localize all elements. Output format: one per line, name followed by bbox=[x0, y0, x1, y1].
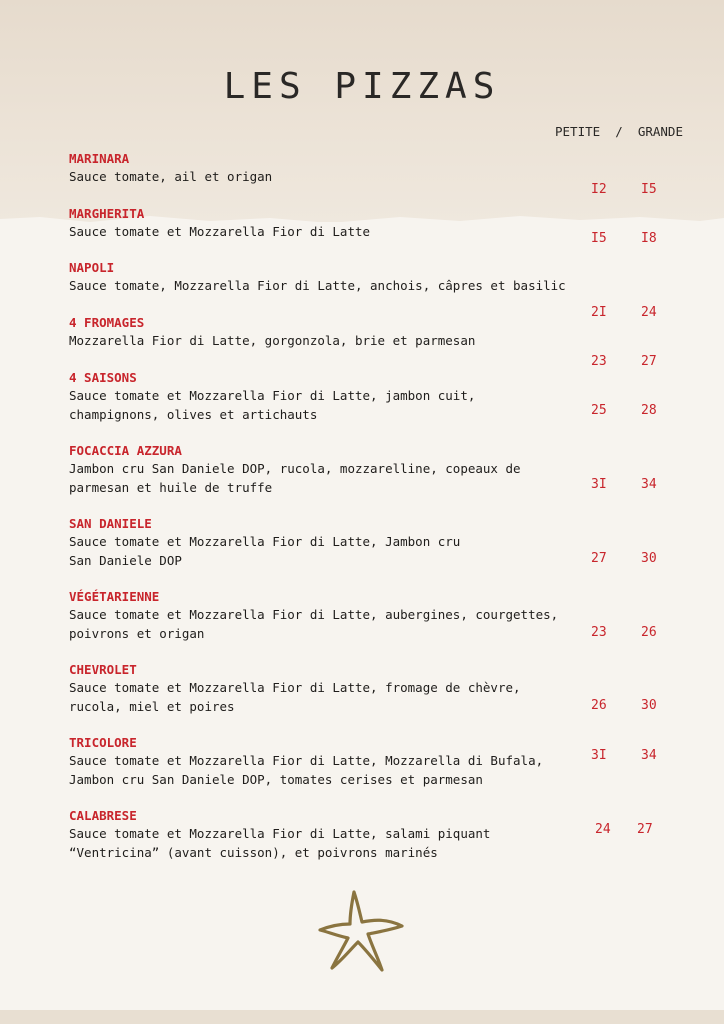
item-name: TRICOLORE bbox=[69, 735, 137, 750]
price-grande: 26 bbox=[641, 625, 657, 640]
star-logo-icon bbox=[318, 888, 406, 974]
price-petite: 23 bbox=[591, 625, 607, 640]
price-petite: 26 bbox=[591, 698, 607, 713]
item-description: Sauce tomate et Mozzarella Fior di Latte, Jambon cru bbox=[69, 534, 461, 549]
price-grande: 34 bbox=[641, 748, 657, 763]
item-name: FOCACCIA AZZURA bbox=[69, 443, 182, 458]
item-description: Sauce tomate, Mozzarella Fior di Latte, anchois, câpres et basilic bbox=[69, 278, 566, 293]
menu-item-chevrolet bbox=[69, 661, 521, 716]
item-name: NAPOLI bbox=[69, 260, 115, 275]
item-description: Sauce tomate et Mozzarella Fior di Latte, jambon cuit, bbox=[69, 388, 476, 403]
price-petite: 23 bbox=[591, 354, 607, 369]
item-description: champignons, olives et artichauts bbox=[69, 406, 318, 422]
menu-item-focaccia-azzura bbox=[69, 442, 521, 497]
item-description: Sauce tomate et Mozzarella Fior di Latte, aubergines, courgettes, bbox=[69, 607, 559, 622]
menu-item-vegetarienne bbox=[69, 588, 558, 643]
price-grande: 30 bbox=[641, 698, 657, 713]
size-header bbox=[555, 124, 683, 139]
price-grande: 24 bbox=[641, 305, 657, 320]
item-description: San Daniele DOP bbox=[69, 552, 182, 568]
price-petite: I2 bbox=[591, 182, 607, 197]
item-description: Sauce tomate et Mozzarella Fior di Latte, salami piquant bbox=[69, 826, 491, 841]
price-grande: 27 bbox=[637, 822, 653, 837]
item-description: Sauce tomate et Mozzarella Fior di Latte, Mozzarella di Bufala, bbox=[69, 753, 544, 768]
item-description: Sauce tomate et Mozzarella Fior di Latte bbox=[69, 224, 371, 239]
item-description: rucola, miel et poires bbox=[69, 698, 235, 714]
size-separator: / bbox=[615, 124, 623, 139]
price-grande: 34 bbox=[641, 477, 657, 492]
item-description: poivrons et origan bbox=[69, 625, 205, 641]
paper-band-top bbox=[0, 0, 724, 225]
paper-band-bottom bbox=[0, 1010, 724, 1024]
item-description: Jambon cru San Daniele DOP, tomates cerises et parmesan bbox=[69, 771, 483, 787]
item-name: CALABRESE bbox=[69, 808, 137, 823]
price-grande: 27 bbox=[641, 354, 657, 369]
item-description: parmesan et huile de truffe bbox=[69, 479, 273, 495]
menu-item-napoli bbox=[69, 259, 566, 296]
size-large-label: GRANDE bbox=[637, 124, 683, 139]
price-grande: 28 bbox=[641, 403, 657, 418]
item-description: Sauce tomate, ail et origan bbox=[69, 169, 273, 184]
menu-item-san-daniele bbox=[69, 515, 460, 570]
price-petite: 2I bbox=[591, 305, 607, 320]
menu-item-marinara bbox=[69, 150, 272, 187]
menu-item-calabrese bbox=[69, 807, 490, 862]
item-name: 4 SAISONS bbox=[69, 370, 137, 385]
item-name: 4 FROMAGES bbox=[69, 315, 145, 330]
item-description: Sauce tomate et Mozzarella Fior di Latte, fromage de chèvre, bbox=[69, 680, 521, 695]
menu-item-4-saisons bbox=[69, 369, 475, 424]
item-description: “Ventricina” (avant cuisson), et poivrons marinés bbox=[69, 844, 438, 860]
price-grande: I5 bbox=[641, 182, 657, 197]
item-description: Mozzarella Fior di Latte, gorgonzola, brie et parmesan bbox=[69, 333, 476, 348]
menu-item-tricolore bbox=[69, 734, 543, 789]
price-petite: 24 bbox=[595, 822, 611, 837]
item-name: MARGHERITA bbox=[69, 206, 145, 221]
size-small-label: PETITE bbox=[555, 124, 601, 139]
item-name: MARINARA bbox=[69, 151, 130, 166]
page-title: LES PIZZAS bbox=[223, 66, 501, 107]
item-description: Jambon cru San Daniele DOP, rucola, mozzarelline, copeaux de bbox=[69, 461, 521, 476]
menu-item-margherita bbox=[69, 205, 370, 242]
price-grande: 30 bbox=[641, 551, 657, 566]
price-petite: I5 bbox=[591, 231, 607, 246]
price-grande: I8 bbox=[641, 231, 657, 246]
price-petite: 3I bbox=[591, 477, 607, 492]
price-petite: 3I bbox=[591, 748, 607, 763]
price-petite: 25 bbox=[591, 403, 607, 418]
item-name: VÉGÉTARIENNE bbox=[69, 589, 160, 604]
item-name: CHEVROLET bbox=[69, 662, 137, 677]
menu-item-4-fromages bbox=[69, 314, 475, 351]
price-petite: 27 bbox=[591, 551, 607, 566]
item-name: SAN DANIELE bbox=[69, 516, 152, 531]
